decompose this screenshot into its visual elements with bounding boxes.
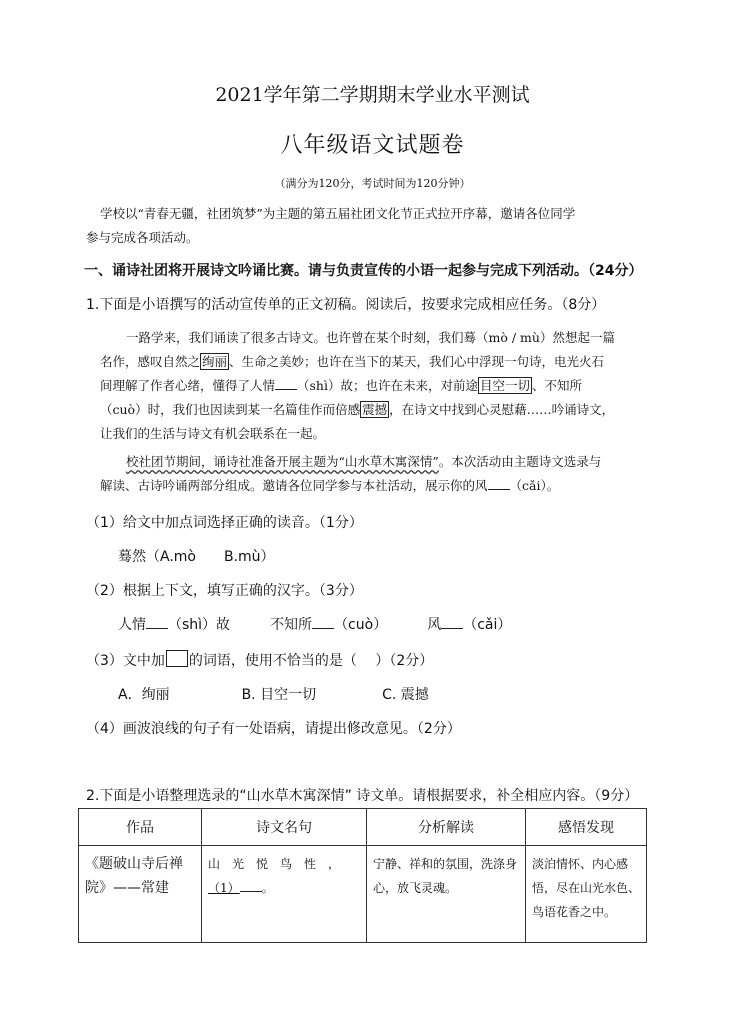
passage-text: 解读、古诗吟诵两部分组成。邀请各位同学参与本社活动，展示你的风: [100, 478, 488, 493]
passage-text: （shì）故；也许在未来，对前途: [297, 378, 478, 393]
section1-heading: 一、诵诗社团将开展诗文吟诵比赛。请与负责宣传的小语一起参与完成下列活动。（24分）: [84, 263, 643, 279]
table-header-row: [79, 809, 647, 846]
exam-title: 2021学年第二学期期末学业水平测试: [215, 84, 530, 106]
fill-blank[interactable]: [275, 377, 297, 390]
blank-label: （shì）故: [168, 617, 231, 633]
passage-line-6: [126, 452, 601, 470]
question2-prompt: 2.下面是小语整理选录的“山水草木寓深情” 诗文单。请根据要求，补全相应内容。（9分）: [86, 788, 639, 804]
option-a[interactable]: A．绚丽: [118, 687, 170, 703]
passage-line-5: 让我们的生活与诗文有机会联系在一起。: [100, 426, 326, 441]
prompt-text: 的词语，使用不恰当的是（ ）（2分）: [188, 653, 434, 669]
prompt-text: （3）文中加: [86, 653, 165, 669]
passage-line-3: [100, 376, 582, 394]
header-analysis: 分析解读: [367, 809, 526, 846]
passage-line-7: [100, 476, 559, 494]
poem-table: [78, 808, 647, 943]
intro-line-1: 学校以“青春无疆，社团筑梦”为主题的第五届社团文化节正式拉开序幕，邀请各位同学: [100, 206, 576, 221]
cell-analysis: 宁静、祥和的氛围，洗涤身心，放飞灵魂。: [367, 846, 526, 943]
passage-text: （cǎi）。: [509, 478, 560, 493]
fill-blank[interactable]: [146, 616, 168, 629]
subquestion-3-options: [118, 684, 429, 704]
cell-insight: 淡泊情怀、内心感悟，尽在山光水色、鸟语花香之中。: [526, 846, 647, 943]
exam-subtitle: 八年级语文试题卷: [280, 133, 465, 158]
header-insight: 感悟发现: [526, 809, 647, 846]
subquestion-2-blanks: [118, 614, 511, 634]
passage-text: （cuò）时，我们也因读到某一名篇佳作而倍感: [100, 402, 361, 417]
subquestion-4: （4）画波浪线的句子有一处语病，请提出修改意见。（2分）: [86, 721, 461, 737]
passage-line-1: 一路学来，我们诵读了很多古诗文。也许曾在某个时刻，我们蓦（mò / mù）然想起一篇: [126, 330, 615, 345]
passage-line-4: [100, 400, 614, 418]
poem-line: 山 光 悦 鸟 性 ，: [208, 857, 341, 871]
intro-line-2: 参与完成各项活动。: [86, 230, 199, 245]
boxed-word-mukongyiqie: 目空一切: [479, 378, 530, 393]
fill-blank[interactable]: [488, 477, 510, 490]
fill-blank[interactable]: [312, 616, 334, 629]
table-row: [79, 846, 647, 943]
option-b[interactable]: B. 目空一切: [241, 687, 317, 703]
boxed-word-xuanli: 绚丽: [202, 354, 228, 369]
option-c[interactable]: C. 震撼: [382, 687, 429, 703]
poem-blank-line: [208, 876, 360, 900]
blank-label: 风: [427, 617, 442, 633]
subquestion-1: （1）给文中加点词选择正确的读音。（1分）: [86, 515, 363, 531]
subquestion-3: [86, 650, 433, 670]
box-symbol: [166, 650, 188, 667]
fill-blank[interactable]: [240, 879, 262, 892]
cell-lines: [202, 846, 367, 943]
subquestion-1-options: 蓦然（A.mò B.mù）: [118, 549, 275, 565]
fill-blank[interactable]: [441, 616, 463, 629]
punct: 。: [261, 881, 274, 895]
wavy-sentence: 校社团节期间，诵诗社准备开展主题为“山水草木寓深情”: [126, 454, 439, 469]
exam-note: （满分为120分，考试时间为120分钟）: [274, 177, 471, 190]
blank-label: 不知所: [270, 617, 313, 633]
passage-text: 、生命之美妙；也许在当下的某天，我们心中浮现一句诗，电光火石: [229, 354, 605, 369]
boxed-word-zhenhan: 震撼: [362, 402, 388, 417]
blank-number[interactable]: （1）: [208, 881, 240, 895]
passage-text: 间理解了作者心绪，懂得了人情: [100, 378, 276, 393]
subquestion-2: （2）根据上下文，填写正确的汉字。（3分）: [86, 583, 363, 599]
blank-label: （cuò）: [334, 617, 388, 633]
blank-label: （cǎi）: [463, 617, 512, 633]
header-work: 作品: [79, 809, 202, 846]
cell-work: 《题破山寺后禅院》——常建: [79, 846, 202, 943]
blank-label: 人情: [118, 617, 146, 633]
passage-text: ，在诗文中找到心灵慰藉……吟诵诗文，: [389, 402, 615, 417]
passage-text: 、不知所: [532, 378, 583, 393]
passage-text: 。本次活动由主题诗文选录与: [438, 454, 602, 469]
header-lines: 诗文名句: [202, 809, 367, 846]
question1-prompt: 1.下面是小语撰写的活动宣传单的正文初稿。阅读后，按要求完成相应任务。（8分）: [86, 297, 606, 313]
passage-text: 名作，感叹自然之: [100, 354, 201, 369]
passage-line-2: [100, 352, 604, 370]
